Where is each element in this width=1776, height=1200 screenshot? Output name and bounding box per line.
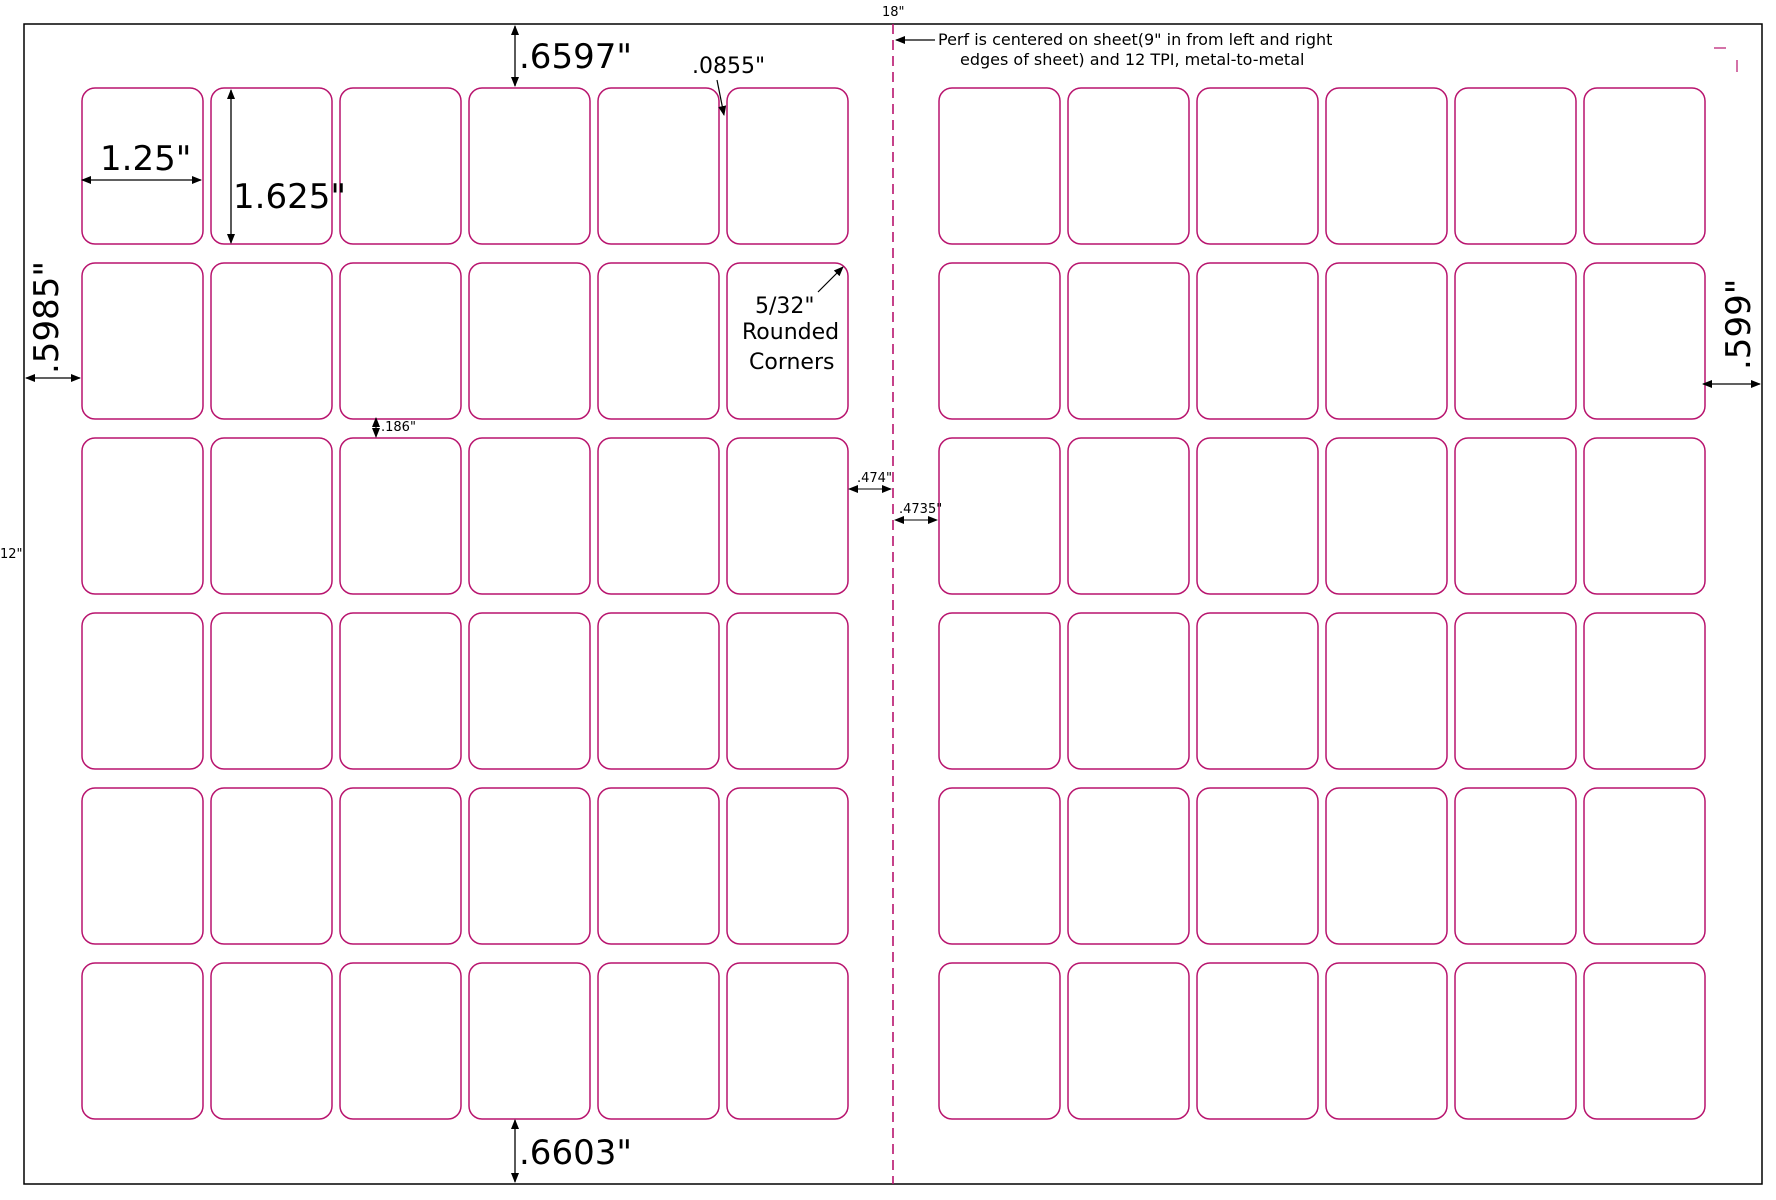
- label-left-r1-c5: [598, 88, 719, 244]
- label-right-r2-c5: [1455, 263, 1576, 419]
- label-right-r4-c5: [1455, 613, 1576, 769]
- label-left-r2-c5: [598, 263, 719, 419]
- label-right-r5-c6: [1584, 788, 1705, 944]
- label-right-r1-c5: [1455, 88, 1576, 244]
- label-right-r2-c6: [1584, 263, 1705, 419]
- label-left-r2-c3: [340, 263, 461, 419]
- label-left-r5-c3: [340, 788, 461, 944]
- sheet-height-label: 12": [0, 547, 23, 562]
- label-right-r1-c3: [1197, 88, 1318, 244]
- label-left-r3-c6: [727, 438, 848, 594]
- label-right-r4-c3: [1197, 613, 1318, 769]
- label-right-r6-c3: [1197, 963, 1318, 1119]
- label-right-r1-c1: [939, 88, 1060, 244]
- label-right-r4-c1: [939, 613, 1060, 769]
- corner-text-rounded: Rounded: [742, 320, 840, 345]
- label-right-r3-c6: [1584, 438, 1705, 594]
- label-left-r2-c2: [211, 263, 332, 419]
- right-margin-label: .599": [1719, 278, 1759, 370]
- label-left-r4-c5: [598, 613, 719, 769]
- bottom-margin-label: .6603": [519, 1133, 632, 1173]
- label-width-label: 1.25": [100, 139, 192, 179]
- label-left-r5-c6: [727, 788, 848, 944]
- label-left-r4-c4: [469, 613, 590, 769]
- label-left-r1-c4: [469, 88, 590, 244]
- label-right-r4-c2: [1068, 613, 1189, 769]
- label-left-r4-c2: [211, 613, 332, 769]
- label-right-r3-c1: [939, 438, 1060, 594]
- label-right-r2-c4: [1326, 263, 1447, 419]
- label-right-r3-c5: [1455, 438, 1576, 594]
- dim-corner-leader: [818, 267, 843, 292]
- label-left-r3-c5: [598, 438, 719, 594]
- label-right-r4-c6: [1584, 613, 1705, 769]
- left-margin-label: .5985": [27, 261, 67, 374]
- corner-radius-label: 5/32": [755, 294, 815, 319]
- label-left-r3-c1: [82, 438, 203, 594]
- horizontal-gap-label: .0855": [692, 54, 766, 79]
- label-right-r2-c1: [939, 263, 1060, 419]
- label-right-r5-c3: [1197, 788, 1318, 944]
- label-right-r2-c3: [1197, 263, 1318, 419]
- label-left-r1-c2: [211, 88, 332, 244]
- label-left-r5-c5: [598, 788, 719, 944]
- label-right-r1-c4: [1326, 88, 1447, 244]
- label-right-r5-c5: [1455, 788, 1576, 944]
- label-left-r6-c2: [211, 963, 332, 1119]
- top-margin-label: .6597": [519, 37, 632, 77]
- label-left-r4-c1: [82, 613, 203, 769]
- label-right-r3-c2: [1068, 438, 1189, 594]
- label-right-r6-c1: [939, 963, 1060, 1119]
- label-left-r3-c2: [211, 438, 332, 594]
- perf-note-line-1: Perf is centered on sheet(9" in from left and right: [938, 30, 1333, 49]
- label-height-label: 1.625": [233, 177, 346, 217]
- left-gutter-label: .474": [857, 471, 892, 486]
- label-left-r6-c6: [727, 963, 848, 1119]
- label-right-r6-c6: [1584, 963, 1705, 1119]
- label-left-r1-c3: [340, 88, 461, 244]
- label-right-r5-c2: [1068, 788, 1189, 944]
- right-gutter-label: .4735": [899, 502, 943, 517]
- label-right-r4-c4: [1326, 613, 1447, 769]
- corner-text-corners: Corners: [749, 350, 835, 375]
- label-left-r2-c1: [82, 263, 203, 419]
- label-left-r6-c5: [598, 963, 719, 1119]
- label-right-r3-c4: [1326, 438, 1447, 594]
- label-left-r3-c3: [340, 438, 461, 594]
- label-right-r1-c2: [1068, 88, 1189, 244]
- label-left-r6-c1: [82, 963, 203, 1119]
- label-left-r6-c4: [469, 963, 590, 1119]
- perf-note-line-2: edges of sheet) and 12 TPI, metal-to-metal: [960, 50, 1305, 69]
- label-right-r6-c4: [1326, 963, 1447, 1119]
- label-left-r6-c3: [340, 963, 461, 1119]
- label-right-r6-c5: [1455, 963, 1576, 1119]
- label-left-r5-c1: [82, 788, 203, 944]
- label-right-r6-c2: [1068, 963, 1189, 1119]
- vertical-gap-label: .186": [381, 420, 416, 435]
- label-left-r1-c6: [727, 88, 848, 244]
- label-right-r3-c3: [1197, 438, 1318, 594]
- sheet-width-label: 18": [882, 5, 905, 20]
- label-right-r2-c2: [1068, 263, 1189, 419]
- label-left-r5-c4: [469, 788, 590, 944]
- label-left-r4-c3: [340, 613, 461, 769]
- label-left-r4-c6: [727, 613, 848, 769]
- label-right-r5-c1: [939, 788, 1060, 944]
- label-left-r2-c4: [469, 263, 590, 419]
- label-right-r5-c4: [1326, 788, 1447, 944]
- label-left-r5-c2: [211, 788, 332, 944]
- label-right-r1-c6: [1584, 88, 1705, 244]
- label-left-r3-c4: [469, 438, 590, 594]
